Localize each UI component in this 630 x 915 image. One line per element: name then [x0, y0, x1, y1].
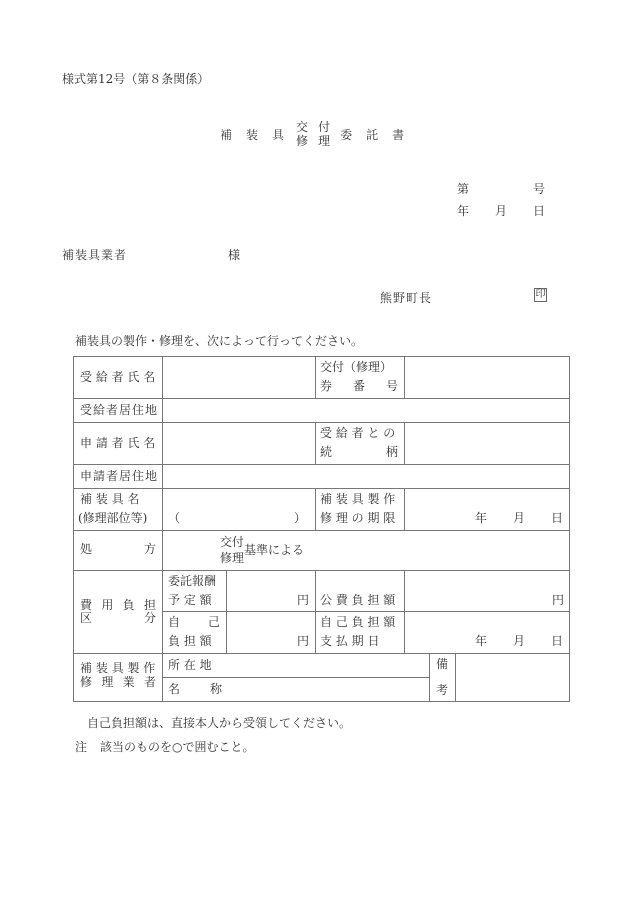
- applicant-name-label: 申 請 者 氏 名: [80, 436, 156, 450]
- divider: [315, 570, 316, 653]
- label-char: 自: [168, 615, 181, 629]
- divider: [404, 488, 405, 530]
- note-prefix: 注: [75, 740, 88, 754]
- divider: [315, 356, 316, 398]
- label-char: 己: [207, 615, 220, 629]
- vendor-name-field[interactable]: [225, 678, 428, 701]
- label-char: 号: [385, 379, 398, 393]
- choice-delivery[interactable]: 交付: [220, 535, 245, 549]
- title-alt-char: 交: [296, 120, 309, 134]
- label-char: 修: [80, 675, 93, 689]
- title-alt-char: 付: [318, 120, 331, 134]
- paren-open: （: [168, 511, 181, 525]
- prescription-choice-stack: [220, 534, 244, 566]
- title-char: 具: [272, 127, 285, 142]
- divider: [315, 488, 316, 530]
- vendor-label-line1: 補 装 具 製 作: [80, 661, 156, 675]
- vendor-location-field[interactable]: [225, 654, 428, 677]
- date-day: 日: [550, 511, 563, 525]
- date-day: 日: [532, 204, 545, 218]
- self-burden-label-line1: [168, 613, 220, 632]
- issuer-name: 熊野町長: [380, 291, 433, 305]
- form-number: 様式第12号（第８条関係）: [62, 72, 210, 86]
- recipient-address-field[interactable]: [163, 399, 569, 422]
- device-name-label-line2: (修理部位等): [78, 511, 148, 525]
- doc-number-suffix: 号: [532, 182, 545, 196]
- date-month: 月: [512, 634, 525, 648]
- prescription-field[interactable]: [220, 531, 304, 569]
- title-char: 委: [340, 127, 353, 142]
- addressee-label: 補装具業者: [62, 248, 128, 262]
- fee-yen: 円: [297, 593, 310, 607]
- document-number: [457, 180, 545, 197]
- intro-text: 補装具の製作・修理を、次によって行ってください。: [75, 334, 364, 348]
- date-month: 月: [494, 204, 507, 218]
- recipient-name-label: 受 給 者 氏 名: [80, 370, 156, 384]
- cost-label-line2: [80, 609, 156, 628]
- label-char: 分: [143, 611, 156, 625]
- self-pay-label-line1: 自 己 負 担 額: [320, 615, 396, 629]
- label-char: 費: [80, 598, 93, 612]
- divider: [315, 422, 316, 464]
- divider: [429, 653, 430, 702]
- note-circle-instruction: 該当のものを○で囲むこと。: [100, 740, 255, 754]
- public-burden-label: 公 費 負 担 額: [320, 593, 396, 607]
- date-year: 年: [475, 511, 488, 525]
- label-char: 用: [101, 598, 114, 612]
- recipient-address-label: 受給者居住地: [80, 403, 159, 417]
- divider: [73, 530, 570, 531]
- note-self-burden: 自己負担額は、直接本人から受領してください。: [87, 716, 352, 730]
- title-char: 補: [220, 127, 233, 142]
- public-burden-field[interactable]: [405, 571, 545, 611]
- remarks-label-char: 考: [436, 683, 449, 697]
- ticket-number-field[interactable]: [405, 357, 569, 398]
- label-char: 負: [122, 598, 135, 612]
- self-burden-label-line2: 負 担 額: [168, 634, 212, 648]
- divider: [162, 611, 570, 612]
- fee-amount-field[interactable]: [227, 571, 314, 611]
- device-name-label-line1: 補 装 具 名: [80, 492, 140, 506]
- seal-mark: 印: [535, 289, 546, 300]
- relation-field[interactable]: [405, 423, 569, 464]
- date-year: 年: [457, 204, 470, 218]
- self-pay-date-field[interactable]: [475, 632, 563, 651]
- applicant-address-field[interactable]: [163, 465, 569, 488]
- label-char: 処: [80, 542, 93, 556]
- label-char: 券: [320, 379, 333, 393]
- prescription-label: [80, 540, 156, 559]
- applicant-name-field[interactable]: [163, 423, 314, 464]
- title-char: 書: [392, 127, 405, 142]
- device-name-field[interactable]: [168, 509, 306, 528]
- relation-label-line1: 受 給 者 と の: [320, 426, 396, 440]
- ticket-number-label-line1: 交付（修理）: [320, 360, 393, 374]
- date-month: 月: [512, 511, 525, 525]
- prescription-suffix: 基準による: [244, 542, 305, 557]
- ticket-number-label-line2: [320, 377, 398, 396]
- page-title: [220, 118, 404, 150]
- paren-close: ）: [293, 511, 306, 525]
- title-alt-stack: [296, 120, 330, 148]
- deadline-date-field[interactable]: [475, 509, 563, 528]
- label-char: 者: [143, 675, 156, 689]
- title-alt-char: 修: [296, 134, 309, 148]
- recipient-name-field[interactable]: [163, 357, 314, 398]
- label-char: 方: [143, 542, 156, 556]
- label-char: 理: [101, 675, 114, 689]
- date-year: 年: [475, 634, 488, 648]
- choice-repair[interactable]: 修理: [220, 551, 245, 565]
- deadline-label-line1: 補 装 具 製 作: [320, 492, 396, 506]
- label-char: 続: [320, 445, 333, 459]
- label-char: 名: [168, 682, 181, 696]
- applicant-address-label: 申請者居住地: [80, 469, 159, 483]
- label-char: 柄: [385, 445, 398, 459]
- label-char: 業: [122, 675, 135, 689]
- addressee-honorific: 様: [228, 248, 241, 262]
- fee-label-line1: 委託報酬: [168, 574, 217, 588]
- self-burden-amount-field[interactable]: [227, 612, 295, 653]
- issue-date: [457, 202, 545, 219]
- doc-number-prefix: 第: [457, 182, 470, 196]
- divider: [73, 488, 570, 489]
- fee-label-line2: 予 定 額: [168, 593, 212, 607]
- label-char: 区: [80, 611, 93, 625]
- label-char: 番: [352, 379, 365, 393]
- title-char: 託: [366, 127, 379, 142]
- title-alt-char: 理: [318, 134, 331, 148]
- label-char: 担: [143, 598, 156, 612]
- title-char: 装: [246, 127, 259, 142]
- relation-label-line2: [320, 443, 398, 462]
- vendor-name-label: [168, 680, 222, 699]
- label-char: 称: [209, 682, 222, 696]
- deadline-label-line2: 修 理 の 期 限: [320, 511, 396, 525]
- vendor-location-label: 所 在 地: [168, 658, 212, 672]
- self-burden-yen: 円: [297, 634, 310, 648]
- date-day: 日: [550, 634, 563, 648]
- vendor-label-line2: [80, 675, 156, 689]
- public-burden-yen: 円: [552, 593, 565, 607]
- remarks-field[interactable]: [456, 654, 569, 701]
- self-pay-label-line2: 支 払 期 日: [320, 634, 380, 648]
- remarks-label-char: 備: [436, 657, 449, 671]
